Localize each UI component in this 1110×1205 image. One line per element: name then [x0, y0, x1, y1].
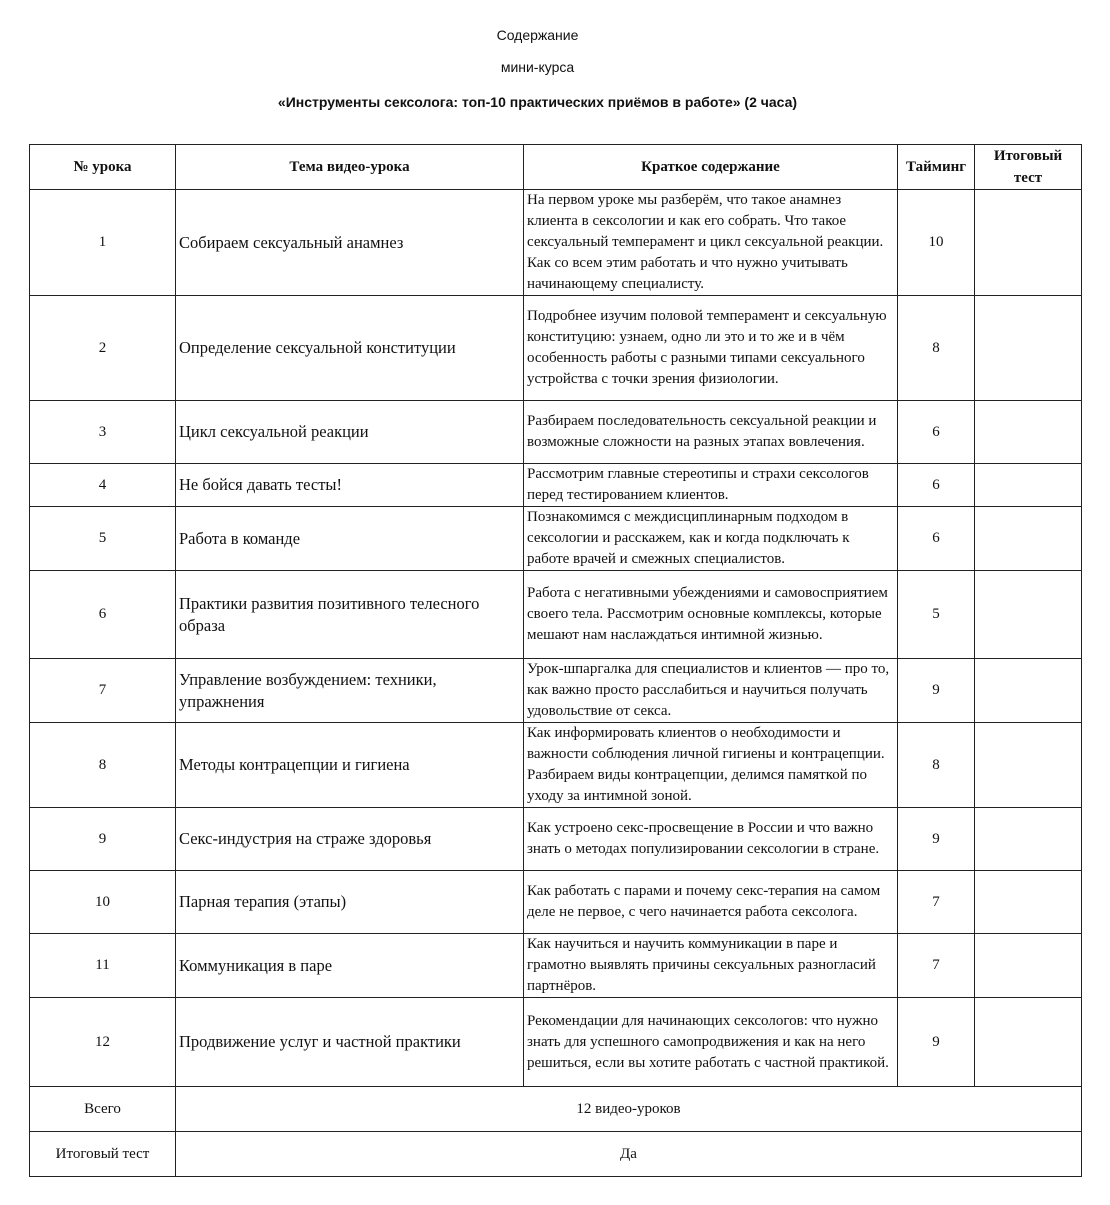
table-row — [30, 659, 1082, 723]
lessons-table — [29, 144, 1082, 1177]
lesson-final-test — [975, 571, 1082, 659]
lesson-summary: Как научиться и научить коммуникации в паре и грамотно выявлять причины сексуальных разногласий партнёров. — [524, 934, 898, 998]
lesson-final-test — [975, 190, 1082, 296]
doc-course-name: «Инструменты сексолога: топ-10 практических приёмов в работе» (2 часа) — [277, 94, 798, 110]
lesson-number: 11 — [30, 934, 176, 998]
lesson-timing: 7 — [898, 871, 975, 934]
col-header-topic: Тема видео-урока — [176, 145, 524, 190]
lesson-topic: Не бойся давать тесты! — [176, 464, 524, 507]
lesson-topic: Управление возбуждением: техники, упражнения — [176, 659, 524, 723]
summary-label: Итоговый тест — [30, 1132, 176, 1177]
summary-row-total — [30, 1087, 1082, 1132]
lesson-topic: Коммуникация в паре — [176, 934, 524, 998]
table-row — [30, 808, 1082, 871]
table-row — [30, 464, 1082, 507]
lesson-final-test — [975, 464, 1082, 507]
lesson-topic: Секс-индустрия на страже здоровья — [176, 808, 524, 871]
lesson-timing: 9 — [898, 998, 975, 1087]
lesson-summary: Подробнее изучим половой темперамент и сексуальную конституцию: узнаем, одно ли это и то же и в чём особенность работы с разными типами сексуального устройства с точки зрения физиологии. — [524, 296, 898, 401]
lesson-timing: 6 — [898, 464, 975, 507]
lesson-timing: 9 — [898, 808, 975, 871]
lesson-final-test — [975, 401, 1082, 464]
lesson-timing: 5 — [898, 571, 975, 659]
lesson-summary: Урок-шпаргалка для специалистов и клиентов — про то, как важно просто расслабиться и научиться получать удовольствие от секса. — [524, 659, 898, 723]
lesson-summary: Рекомендации для начинающих сексологов: что нужно знать для успешного самопродвижения и как на него решиться, если вы хотите работать с частной практикой. — [524, 998, 898, 1087]
lesson-number: 8 — [30, 723, 176, 808]
lesson-number: 3 — [30, 401, 176, 464]
lesson-summary: На первом уроке мы разберём, что такое анамнез клиента в сексологии и как его собрать. Что такое сексуальный темперамент и цикл сексуальной реакции. Как со всем этим работать и что нужно учитывать начинающему специалисту. — [524, 190, 898, 296]
lesson-number: 7 — [30, 659, 176, 723]
lesson-summary: Как информировать клиентов о необходимости и важности соблюдения личной гигиены и контрацепции. Разбираем виды контрацепции, делимся памяткой по уходу за интимной зоной. — [524, 723, 898, 808]
table-row — [30, 998, 1082, 1087]
lesson-timing: 8 — [898, 723, 975, 808]
lesson-final-test — [975, 723, 1082, 808]
col-header-number: № урока — [30, 145, 176, 190]
table-row — [30, 507, 1082, 571]
summary-value: Да — [176, 1132, 1082, 1177]
lesson-final-test — [975, 296, 1082, 401]
lesson-topic: Собираем сексуальный анамнез — [176, 190, 524, 296]
lesson-topic: Работа в команде — [176, 507, 524, 571]
lesson-final-test — [975, 934, 1082, 998]
lesson-final-test — [975, 808, 1082, 871]
lesson-timing: 9 — [898, 659, 975, 723]
summary-row-final-test — [30, 1132, 1082, 1177]
table-row — [30, 934, 1082, 998]
col-header-final-test: Итоговый тест — [975, 145, 1082, 190]
lesson-topic: Практики развития позитивного телесного образа — [176, 571, 524, 659]
doc-title-contents: Содержание — [496, 27, 579, 43]
summary-label: Всего — [30, 1087, 176, 1132]
lesson-number: 6 — [30, 571, 176, 659]
lesson-summary: Познакомимся с междисциплинарным подходом в сексологии и расскажем, как и когда подключать к работе врачей и смежных специалистов. — [524, 507, 898, 571]
lesson-number: 1 — [30, 190, 176, 296]
lesson-topic: Парная терапия (этапы) — [176, 871, 524, 934]
table-header-row — [30, 145, 1082, 190]
lesson-final-test — [975, 507, 1082, 571]
lesson-topic: Методы контрацепции и гигиена — [176, 723, 524, 808]
lesson-summary: Работа с негативными убеждениями и самовосприятием своего тела. Рассмотрим основные комплексы, которые мешают нам наслаждаться интимной жизнью. — [524, 571, 898, 659]
lesson-final-test — [975, 659, 1082, 723]
lesson-number: 5 — [30, 507, 176, 571]
lesson-timing: 8 — [898, 296, 975, 401]
doc-subtitle-course: мини-курса — [500, 59, 575, 75]
lesson-timing: 10 — [898, 190, 975, 296]
lesson-number: 2 — [30, 296, 176, 401]
col-header-summary: Краткое содержание — [524, 145, 898, 190]
table-row — [30, 401, 1082, 464]
table-row — [30, 871, 1082, 934]
lesson-summary: Разбираем последовательность сексуальной реакции и возможные сложности на разных этапах вовлечения. — [524, 401, 898, 464]
table-row — [30, 190, 1082, 296]
lesson-number: 4 — [30, 464, 176, 507]
lesson-timing: 6 — [898, 507, 975, 571]
lesson-summary: Как работать с парами и почему секс-терапия на самом деле не первое, с чего начинается работа сексолога. — [524, 871, 898, 934]
lesson-number: 12 — [30, 998, 176, 1087]
lesson-summary: Как устроено секс-просвещение в России и что важно знать о методах популизировании сексологии в стране. — [524, 808, 898, 871]
table-row — [30, 571, 1082, 659]
summary-value: 12 видео-уроков — [176, 1087, 1082, 1132]
lesson-topic: Продвижение услуг и частной практики — [176, 998, 524, 1087]
lesson-number: 9 — [30, 808, 176, 871]
lesson-number: 10 — [30, 871, 176, 934]
lesson-timing: 6 — [898, 401, 975, 464]
table-row — [30, 296, 1082, 401]
lesson-topic: Цикл сексуальной реакции — [176, 401, 524, 464]
lesson-summary: Рассмотрим главные стереотипы и страхи сексологов перед тестированием клиентов. — [524, 464, 898, 507]
table-row — [30, 723, 1082, 808]
lesson-timing: 7 — [898, 934, 975, 998]
col-header-timing: Тайминг — [898, 145, 975, 190]
lesson-final-test — [975, 871, 1082, 934]
lesson-topic: Определение сексуальной конституции — [176, 296, 524, 401]
lesson-final-test — [975, 998, 1082, 1087]
